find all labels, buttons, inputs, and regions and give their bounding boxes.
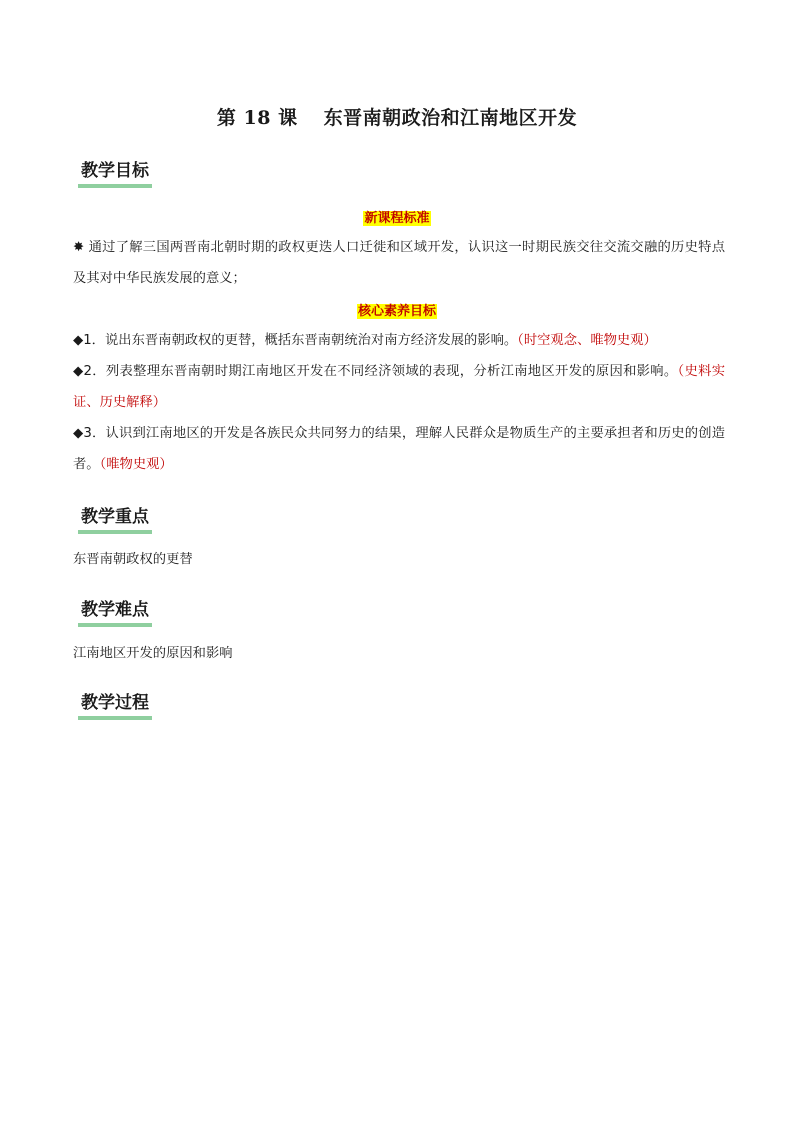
difficulties-text: 江南地区开发的原因和影响 [73, 646, 233, 661]
literacy-label: 核心素养目标 [357, 304, 436, 319]
goal-item-1-note: （时空观念、唯物史观） [517, 333, 657, 348]
lesson-number: 第 18 课 [216, 107, 298, 129]
goal-item-1: ◆1．说出东晋南朝政权的更替，概括东晋南朝统治对南方经济发展的影响。（时空观念、唯物史观） [73, 333, 657, 348]
standard-text: ✸ 通过了解三国两晋南北朝时期的政权更迭人口迁徙和区域开发，认识这一时期民族交往交流交融的历史特点及其对中华民族发展的意义； [73, 240, 725, 286]
section-heading-process: 教学过程 [78, 692, 152, 720]
goal-item-3: ◆3．认识到江南地区的开发是各族民众共同努力的结果，理解人民群众是物质生产的主要承担者和历史的创造者。（唯物史观） [73, 426, 725, 472]
goal-item-2: ◆2．列表整理东晋南朝时期江南地区开发在不同经济领域的表现，分析江南地区开发的原因和影响。（史料实证、历史解释） [73, 364, 725, 410]
goal-item-2-note: （史料实证、历史解释） [73, 364, 725, 410]
goal-item-3-note: （唯物史观） [99, 457, 173, 472]
section-heading-goals: 教学目标 [78, 160, 152, 188]
standard-label: 新课程标准 [364, 211, 430, 226]
section-heading-key-points: 教学重点 [78, 506, 152, 534]
lesson-name: 东晋南朝政治和江南地区开发 [323, 107, 578, 129]
lesson-title [0, 103, 794, 130]
key-points-text: 东晋南朝政权的更替 [73, 552, 193, 567]
section-heading-difficulties: 教学难点 [78, 599, 152, 627]
